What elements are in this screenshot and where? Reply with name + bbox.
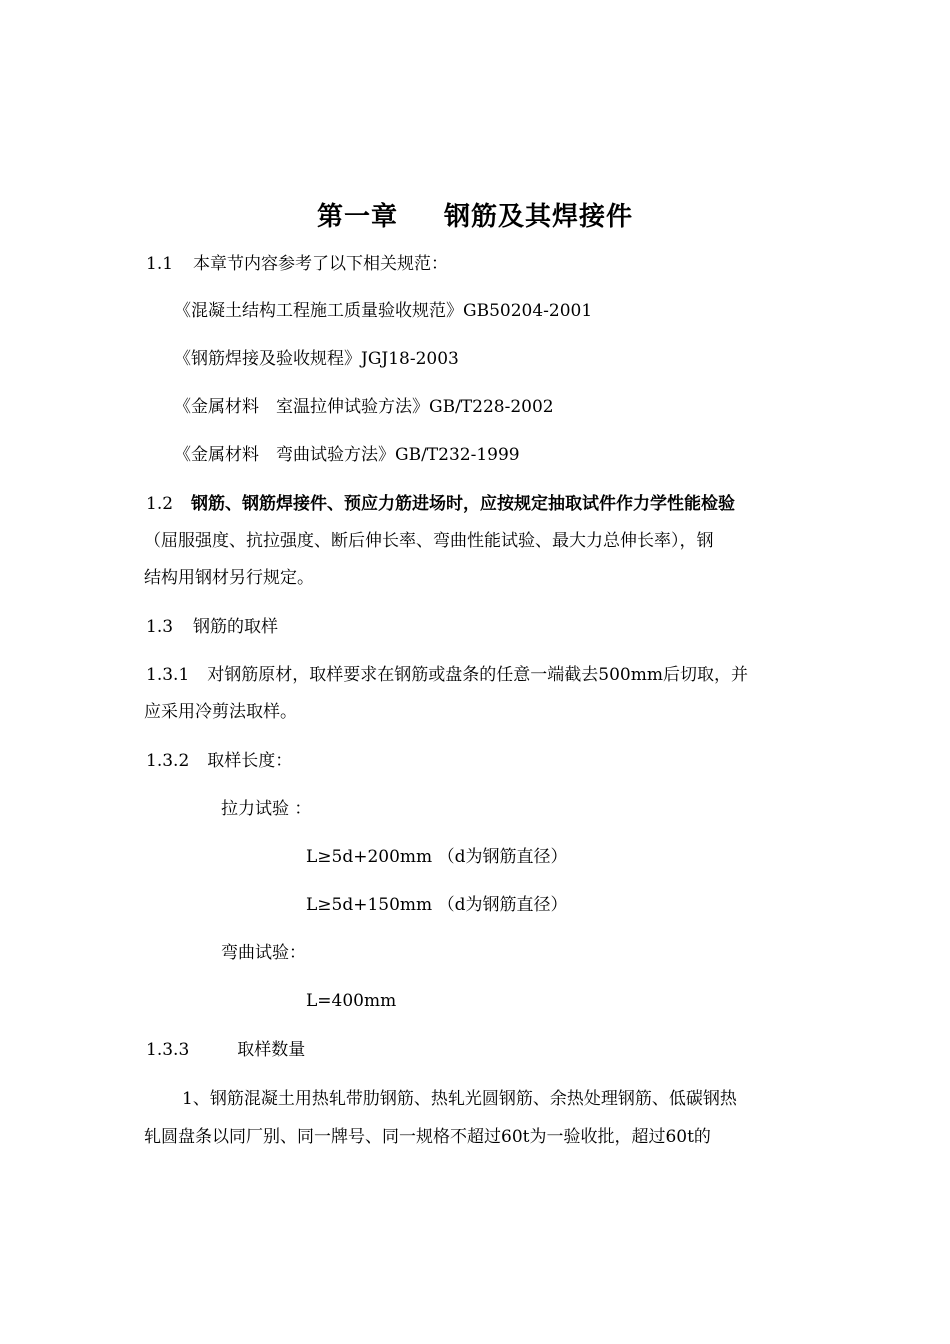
paragraph-line: 轧圆盘条以同厂别、同一牌号、同一规格不超过60t为一验收批，超过60t的	[144, 1127, 711, 1147]
paragraph-line: （屈服强度、抗拉强度、断后伸长率、弯曲性能试验、最大力总伸长率），钢	[144, 531, 714, 551]
reference-item: 《钢筋焊接及验收规程》JGJ18-2003	[174, 349, 459, 369]
section-number: 1.3	[146, 617, 174, 637]
chapter-name: 钢筋及其焊接件	[444, 202, 634, 232]
section-1-2	[146, 493, 735, 515]
reference-item: 《金属材料 弯曲试验方法》GB/T232-1999	[174, 445, 520, 465]
section-text: 取样长度：	[207, 751, 293, 771]
section-number: 1.1	[146, 254, 174, 274]
section-number: 1.3.2	[146, 751, 190, 771]
reference-item: 《混凝土结构工程施工质量验收规范》GB50204-2001	[174, 301, 593, 321]
section-bold-text: 钢筋、钢筋焊接件、预应力筋进场时，应按规定抽取试件作力学性能检验	[191, 494, 736, 514]
tensile-formula: L≥5d+200mm （d为钢筋直径）	[306, 847, 568, 867]
paragraph-line: 应采用冷剪法取样。	[144, 702, 297, 722]
paragraph-line: 1、钢筋混凝土用热轧带肋钢筋、热轧光圆钢筋、余热处理钢筋、低碳钢热	[182, 1089, 737, 1109]
tensile-formula: L≥5d+150mm （d为钢筋直径）	[306, 895, 568, 915]
tensile-label: 拉力试验 ：	[221, 799, 312, 819]
section-number: 1.2	[146, 494, 174, 514]
section-number: 1.3.1	[146, 665, 190, 685]
bend-formula: L=400mm	[306, 991, 397, 1011]
section-number: 1.3.3	[146, 1040, 190, 1060]
section-text: 对钢筋原材，取样要求在钢筋或盘条的任意一端截去500mm后切取，并	[207, 665, 748, 685]
section-1-3-1	[146, 664, 748, 686]
section-1-3	[146, 616, 278, 638]
chapter-number: 第一章	[316, 202, 398, 232]
section-1-3-3	[146, 1039, 305, 1061]
section-text: 钢筋的取样	[193, 617, 279, 637]
bend-label: 弯曲试验：	[221, 943, 306, 963]
section-text: 本章节内容参考了以下相关规范：	[193, 254, 449, 274]
section-text: 取样数量	[237, 1040, 306, 1060]
section-1-3-2	[146, 750, 292, 772]
section-1-1	[146, 253, 448, 275]
paragraph-line: 结构用钢材另行规定。	[144, 568, 314, 588]
reference-item: 《金属材料 室温拉伸试验方法》GB/T228-2002	[174, 397, 554, 417]
chapter-title	[0, 196, 950, 233]
